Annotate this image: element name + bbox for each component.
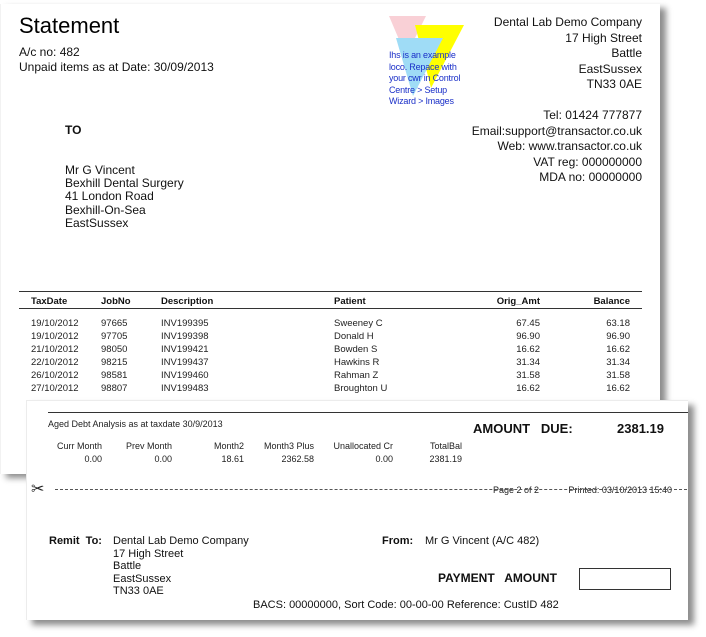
table-top-rule — [19, 291, 642, 292]
page-title: Statement — [19, 13, 120, 38]
company-logo — [386, 16, 476, 106]
company-mda: MDA no: 00000000 — [539, 170, 642, 185]
aged-header-month3-plus: Month3 Plus — [263, 441, 314, 451]
amount-due-label: AMOUNT DUE: — [473, 421, 573, 436]
aged-value-curr-month: 0.00 — [84, 454, 102, 464]
page-number: Page 2 of 2 — [493, 485, 540, 495]
col-header-taxdate: TaxDate — [31, 296, 68, 307]
aged-value-prev-month: 0.00 — [154, 454, 172, 464]
company-address: Dental Lab Demo Company 17 High Street Battle EastSussex TN33 0AE Tel: 01424 777877 Email:support@transactor.co.uk Web: www.transactor.co.uk VAT reg: 000000000 MDA no: 00000000 — [471, 15, 642, 185]
cut-line — [55, 489, 687, 490]
aged-value-unallocated: 0.00 — [375, 454, 393, 464]
company-web: Web: www.transactor.co.uk — [497, 139, 642, 154]
to-label: TO — [65, 123, 82, 137]
aged-value-month3-plus: 2362.58 — [281, 454, 314, 464]
unpaid-items-date: Unpaid items as at Date: 30/09/2013 — [19, 60, 214, 74]
col-header-description: Description — [161, 296, 214, 307]
col-header-jobno: JobNo — [101, 296, 131, 307]
printed-timestamp: Printed: 03/10/2013 15:40 — [568, 485, 672, 495]
aged-value-totalbal: 2381.19 — [429, 454, 462, 464]
aged-value-month2: 18.61 — [221, 454, 244, 464]
amount-due-value: 2381.19 — [617, 421, 664, 436]
from-label: From: — [382, 535, 414, 547]
aged-header-curr-month: Curr Month — [56, 441, 102, 451]
bank-details: BACS: 00000000, Sort Code: 00-00-00 Reference: CustID 482 — [253, 599, 559, 611]
col-header-patient: Patient — [334, 296, 366, 307]
remit-to-address: Dental Lab Demo Company 17 High Street Battle EastSussex TN33 0AE — [113, 535, 249, 597]
scissors-icon: ✂ — [31, 481, 45, 498]
company-vat: VAT reg: 000000000 — [533, 154, 642, 169]
aged-debt-title: Aged Debt Analysis as at taxdate 30/9/2013 — [48, 419, 223, 429]
statement-page-1: Statement A/c no: 482 Unpaid items as at Date: 30/09/2013 Ihs is an example loco. Repace with your cwr in Control Centre > Setup Wizard > Images Dental Lab Demo Company 17 High Street Battle EastSussex TN33 0AE Tel: 01424 777877 Email:support@transactor.co.uk Web: www.transactor.co.uk VAT reg: 000000000 MDA no: 00000000 TO Mr G Vincent Bexhill Dental Surgery 41 London Road Bexhill-On-Sea EastSussex TaxDate JobNo Description Patient Orig_Amt Balance 19/10/2012 97665 INV199395 Sweeney C 67.45 63.18 19/10/2012 97705 INV199398 Donald H 96.90 96.90 21/10/2012 98050 INV199421 Bowden S 16.62 16.62 22/10/2012 98215 INV199437 Hawkins R 31.34 31.34 26/10/2012 98581 INV199460 Rahman Z 31.58 31.58 27/10/2012 98807 INV199483 Broughton U 16.62 16.62 — [0, 4, 660, 474]
logo-placeholder-text: Ihs is an example loco. Repace with your cwr in Control Centre > Setup Wizard > Images — [389, 50, 461, 106]
company-tel: Tel: 01424 777877 — [543, 107, 642, 122]
aged-header-totalbal: TotalBal — [429, 441, 462, 451]
table-header-rule — [19, 308, 642, 309]
company-email: Email:support@transactor.co.uk — [471, 123, 642, 138]
payment-amount-box[interactable] — [579, 568, 671, 590]
col-header-balance: Balance — [593, 296, 630, 307]
remit-to-label: Remit To: — [49, 535, 102, 547]
payment-amount-label: PAYMENT AMOUNT — [438, 571, 557, 585]
aged-header-unallocated: Unallocated Cr — [333, 441, 393, 451]
aged-debt-top-rule — [48, 412, 688, 413]
col-header-orig-amt: Orig_Amt — [496, 296, 540, 307]
statement-page-2 — [26, 400, 688, 620]
from-value: Mr G Vincent (A/C 482) — [425, 535, 540, 547]
aged-header-prev-month: Prev Month — [125, 441, 172, 451]
recipient-address: Mr G Vincent Bexhill Dental Surgery 41 London Road Bexhill-On-Sea EastSussex — [65, 163, 184, 230]
aged-header-month2: Month2 — [213, 441, 244, 451]
account-number: A/c no: 482 — [19, 45, 80, 59]
